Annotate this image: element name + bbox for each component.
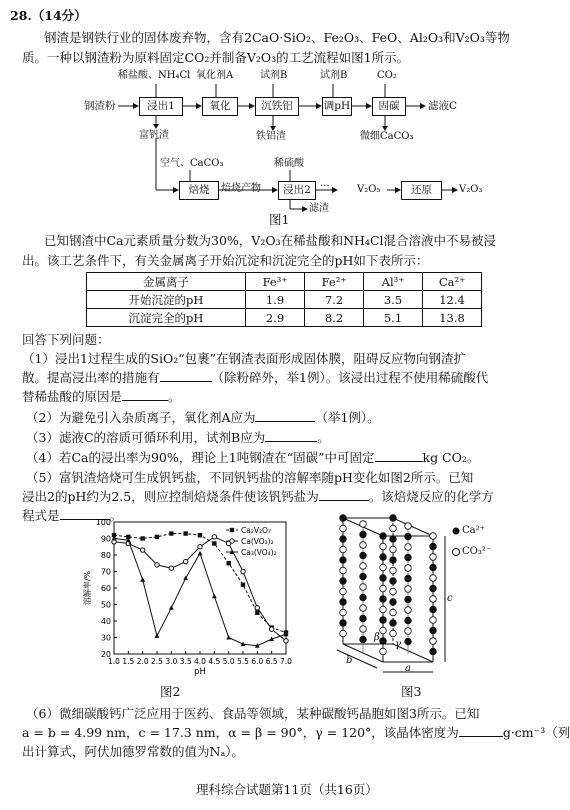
flow-box-leach-2: 浸出2 — [278, 181, 316, 200]
data-point — [169, 605, 174, 610]
table-row — [87, 309, 482, 327]
known-line-1: 已知钢渣中Ca元素质量分数为30%，V₂O₃在稀盐酸和NH₄Cl混合溶液中不易被浸 — [44, 233, 497, 248]
ca-ion — [405, 533, 412, 540]
ca-ion — [430, 627, 437, 634]
ca-ion — [390, 536, 397, 543]
q2-text-b: （举1例）。 — [315, 410, 380, 425]
q6-line-b — [22, 725, 570, 740]
q5-answer-blank-1[interactable] — [319, 500, 369, 501]
data-point — [241, 569, 245, 573]
data-point — [198, 551, 203, 556]
x-tick-label: 2.5 — [151, 657, 163, 666]
reagent-oxidant-a: 氧化剂A — [196, 70, 234, 81]
reagent-b-2: 试剂B — [320, 70, 348, 81]
ca-ion — [380, 554, 387, 561]
data-point — [155, 563, 159, 567]
co3-ion — [405, 586, 412, 593]
flow-diagram-lines — [0, 66, 563, 226]
table-header-cell: Fe³⁺ — [246, 273, 305, 291]
y-tick-label: 20 — [100, 650, 111, 659]
flow-box-roast: 焙烧 — [179, 181, 219, 200]
x-tick-label: 5.0 — [222, 657, 235, 666]
table-cell: 8.2 — [305, 309, 364, 327]
table-header-row — [87, 273, 482, 291]
co3-ion — [360, 521, 367, 528]
y-tick-label: 30 — [100, 633, 111, 643]
data-point — [255, 606, 259, 610]
flow-box-reduce: 还原 — [401, 181, 442, 200]
q5-line-d: 程式是 。 — [22, 508, 123, 523]
data-point — [155, 633, 160, 638]
co3-ion — [430, 554, 437, 561]
x-tick-label: 6.5 — [265, 657, 278, 666]
ca-ion — [340, 515, 347, 522]
co3-ion — [405, 628, 412, 635]
flow-box-carbon-fix: 固碳 — [372, 97, 406, 116]
x-axis-label: pH — [194, 667, 206, 677]
data-point — [198, 533, 202, 537]
x-tick-label: 7.0 — [280, 657, 292, 666]
ca-ion — [380, 638, 387, 645]
data-point — [155, 535, 159, 539]
co3-ion — [390, 546, 397, 553]
table-cell: 13.8 — [423, 309, 482, 327]
legend-ca: Ca²⁺ — [462, 525, 485, 536]
ca-ion — [360, 636, 367, 643]
ca-ion — [340, 536, 347, 543]
data-point — [140, 536, 144, 540]
ca-ion — [430, 606, 437, 613]
co3-ion — [340, 609, 347, 616]
co3-ion — [430, 638, 437, 645]
data-point — [212, 541, 216, 545]
y-tick-label: 40 — [100, 617, 111, 626]
ca-ion — [405, 617, 412, 624]
data-point — [183, 559, 187, 563]
data-point — [226, 561, 230, 565]
q6-answer-blank[interactable] — [459, 736, 503, 737]
q5-line-a: （5）富钒渣焙烧可生成钒钙盐，不同钒钙盐的溶解率随pH变化如图2所示。已知 — [26, 470, 474, 485]
data-point — [169, 566, 173, 570]
ca-ion — [405, 554, 412, 561]
co3-ion — [380, 564, 387, 571]
q4-text-a: （4）若Ca的浸出率为90%，理论上1吨钢渣在“固碳”中可固定 — [26, 450, 375, 465]
fine-caco3: 微细CaCO₃ — [360, 131, 414, 142]
q5-line-b — [22, 489, 494, 504]
flow-box-adjust-ph: 调pH — [322, 97, 352, 116]
flow-box-oxidize: 氧化 — [202, 97, 238, 116]
table-header-cell: 金属离子 — [87, 273, 246, 291]
label-a: a — [405, 663, 411, 674]
q3-answer-blank[interactable] — [265, 441, 317, 442]
ca-ion — [360, 552, 367, 559]
co3-ion — [360, 563, 367, 570]
flow-dots: ··· — [320, 181, 330, 192]
intro-line-2: 质。一种以钢渣粉为原料固定CO₂并制备V₂O₃的工艺流程如图1所示。 — [22, 50, 410, 65]
q3-line: （3）滤液C的溶质可循环利用，试剂B应为 。 — [26, 430, 330, 445]
solubility-chart — [80, 518, 295, 683]
ca-ion — [380, 596, 387, 603]
label-beta: β — [374, 632, 380, 643]
data-point — [140, 548, 144, 552]
questions-intro: 回答下列问题： — [22, 332, 110, 347]
y-tick-label: 60 — [100, 584, 111, 593]
q1-text-b: 散。提高浸出率的措施有 — [22, 370, 160, 385]
ca-ion — [360, 531, 367, 538]
table-header-cell: Al³⁺ — [364, 273, 423, 291]
x-tick-label: 1.0 — [108, 657, 120, 666]
ca-ion — [340, 620, 347, 627]
co3-ion — [340, 630, 347, 637]
label-b: b — [346, 655, 353, 666]
y-tick-label: 50 — [100, 600, 111, 610]
co3-ion — [380, 585, 387, 592]
ca-ion — [390, 599, 397, 606]
data-point — [169, 531, 173, 535]
co3-ion — [390, 630, 397, 637]
q5-text-d: 程式是 — [22, 508, 60, 523]
y-tick-label: 80 — [100, 551, 111, 560]
x-tick-label: 4.5 — [208, 657, 221, 666]
ca-ion — [380, 617, 387, 624]
x-tick-label: 3.0 — [165, 657, 178, 666]
reagent-hcl-nh4cl: 稀盐酸、NH₄Cl — [118, 70, 191, 81]
q1-answer-blank-1[interactable] — [160, 381, 212, 382]
table-cell: 5.1 — [364, 309, 423, 327]
ca-ion — [390, 578, 397, 585]
legend-co3-marker — [453, 549, 460, 556]
vanadium-rich-slag: 富钒渣 — [139, 130, 169, 141]
ca-ion — [430, 648, 437, 655]
v2o5-label: V₂O₅ — [357, 184, 381, 195]
legend-entry: Ca₃(VO₄)₂ — [241, 548, 277, 557]
q6-text-b: a = b = 4.99 nm，c = 17.3 nm，α = β = 90°，γ = 120°，该晶体密度为 — [22, 725, 459, 740]
co3-ion — [430, 575, 437, 582]
figure-3-caption: 图3 — [401, 684, 422, 699]
reagent-co2: CO₂ — [377, 70, 397, 81]
x-tick-label: 1.5 — [122, 657, 135, 666]
table-row — [87, 291, 482, 309]
label-gamma: γ — [395, 639, 401, 650]
data-point — [212, 594, 217, 599]
reagent-dilute-h2so4: 稀硫酸 — [274, 158, 304, 169]
data-point — [230, 528, 234, 532]
q4-text-b: kg CO₂。 — [422, 450, 480, 465]
data-point — [269, 627, 273, 631]
co3-ion — [380, 606, 387, 613]
q2-answer-blank[interactable] — [255, 421, 315, 422]
co3-ion — [405, 565, 412, 572]
legend-ca-marker — [453, 528, 460, 535]
legend-entry: Ca(VO₃)₂ — [241, 537, 274, 546]
page-footer: 理科综合试题第11页（共16页） — [196, 782, 378, 797]
q2-text-a: （2）为避免引入杂质离子，氧化剂A应为 — [26, 410, 256, 425]
co3-ion — [340, 525, 347, 532]
q6-line-a: （6）微细碳酸钙广泛应用于医药、食品等领域，某种碳酸钙晶胞如图3所示。已知 — [26, 706, 480, 721]
co3-ion — [390, 525, 397, 532]
q1-line-d: 替稀盐酸的原因是 。 — [22, 389, 181, 404]
x-tick-label: 4.0 — [194, 657, 206, 666]
q5-text-c: 。该焙烧反应的化学方 — [368, 489, 494, 504]
q6-text-c: g·cm⁻³（列 — [502, 725, 570, 740]
ca-ion — [430, 564, 437, 571]
x-tick-label: 5.5 — [237, 657, 249, 666]
table-cell: 2.9 — [246, 309, 305, 327]
question-number: 28.（14分） — [10, 8, 87, 23]
co3-ion — [390, 609, 397, 616]
figure-2-caption: 图2 — [160, 684, 181, 699]
co3-ion — [390, 588, 397, 595]
y-tick-label: 70 — [100, 567, 111, 577]
flow-box-leach-1: 浸出1 — [139, 97, 183, 116]
table-header-cell: Ca²⁺ — [423, 273, 482, 291]
x-tick-label: 6.0 — [251, 657, 264, 666]
co3-ion — [360, 584, 367, 591]
co3-ion — [390, 567, 397, 574]
co3-ion — [430, 596, 437, 603]
filtrate-c: 滤液C — [428, 100, 458, 112]
co3-ion — [380, 648, 387, 655]
q1-line-b — [22, 370, 488, 385]
data-point — [140, 577, 145, 582]
co3-ion — [360, 605, 367, 612]
reagent-b-1: 试剂B — [260, 70, 288, 81]
ca-ion — [405, 575, 412, 582]
ca-ion — [390, 620, 397, 627]
data-point — [183, 531, 187, 535]
legend-entry: Ca₂V₂O₇ — [241, 526, 271, 535]
ca-ion — [405, 638, 412, 645]
data-point — [284, 639, 288, 643]
reagent-air-caco3: 空气、CaCO₃ — [160, 158, 224, 169]
co3-ion — [340, 567, 347, 574]
ph-table — [86, 272, 482, 327]
co3-ion — [360, 542, 367, 549]
q1-line-a: （1）浸出1过程生成的SiO₂“包裹”在钢渣表面形成固体膜，阻碍反应物向钢渣扩 — [22, 351, 467, 366]
q1-answer-blank-2[interactable] — [122, 400, 168, 401]
co3-ion — [405, 544, 412, 551]
q4-answer-blank[interactable] — [375, 461, 423, 462]
q1-text-c: （除粉碎外，举1例）。该浸出过程不使用稀硫酸代 — [211, 370, 489, 385]
co3-ion — [380, 627, 387, 634]
ca-ion — [340, 599, 347, 606]
table-cell: 7.2 — [305, 291, 364, 309]
flow-box-precip-fe-al: 沉铁铝 — [255, 97, 299, 116]
co3-ion — [430, 533, 437, 540]
y-axis-label: 溶解率/% — [83, 570, 92, 606]
ca-ion — [390, 557, 397, 564]
ca-ion — [360, 615, 367, 622]
co3-ion — [360, 626, 367, 633]
ca-ion — [430, 543, 437, 550]
table-cell: 沉淀完全的pH — [87, 309, 246, 327]
ca-ion — [380, 575, 387, 582]
co3-ion — [405, 523, 412, 530]
y-tick-label: 100 — [95, 518, 111, 527]
data-point — [226, 635, 231, 640]
ca-ion — [390, 515, 397, 522]
q5-text-b: 浸出2的pH约为2.5，则应控制焙烧条件使该钒钙盐为 — [22, 489, 319, 504]
data-point — [212, 535, 216, 539]
ca-ion — [380, 533, 387, 540]
x-tick-label: 2.0 — [136, 657, 149, 666]
table-cell: 3.5 — [364, 291, 423, 309]
table-header-cell: Fe²⁺ — [305, 273, 364, 291]
fe-al-slag: 铁铝渣 — [256, 131, 286, 142]
label-c: c — [447, 593, 453, 604]
q4-line — [26, 450, 479, 465]
table-cell: 开始沉淀的pH — [87, 291, 246, 309]
ca-ion — [360, 594, 367, 601]
roast-product: 焙烧产物 — [221, 183, 261, 194]
co3-ion — [340, 588, 347, 595]
v2o3-label: V₂O₃ — [459, 184, 483, 195]
y-tick-label: 90 — [100, 534, 111, 544]
ca-ion — [360, 573, 367, 580]
figure-1-caption: 图1 — [269, 212, 290, 227]
ca-ion — [340, 578, 347, 585]
q3-text-a: （3）滤液C的溶质可循环利用，试剂B应为 — [26, 430, 266, 445]
ca-ion — [405, 596, 412, 603]
filter-residue: 滤渣 — [309, 203, 329, 214]
ca-ion — [340, 557, 347, 564]
known-line-2: 出。该工艺条件下，有关金属离子开始沉淀和沉淀完全的pH如下表所示： — [22, 253, 429, 268]
data-point — [255, 611, 259, 615]
table-cell: 12.4 — [423, 291, 482, 309]
table-cell: 1.9 — [246, 291, 305, 309]
data-point — [241, 583, 245, 587]
co3-ion — [340, 546, 347, 553]
co3-ion — [405, 607, 412, 614]
q1-text-d: 替稀盐酸的原因是 — [22, 389, 123, 404]
ca-ion — [430, 585, 437, 592]
data-point — [230, 539, 234, 543]
co3-ion — [430, 617, 437, 624]
co3-ion — [380, 543, 387, 550]
legend-co3: CO₃²⁻ — [462, 546, 492, 557]
data-point — [198, 545, 202, 549]
q6-line-d: 出计算式，阿伏加德罗常数的值为Nₐ）。 — [22, 744, 245, 759]
x-tick-label: 3.5 — [179, 657, 192, 666]
q2-line — [26, 410, 380, 425]
intro-line-1: 钢渣是钢铁行业的固体废弃物，含有2CaO·SiO₂、Fe₂O₃、FeO、Al₂O₃和V₂O₃等物 — [44, 30, 510, 45]
flow-start-slag-powder: 钢渣粉 — [84, 100, 116, 112]
